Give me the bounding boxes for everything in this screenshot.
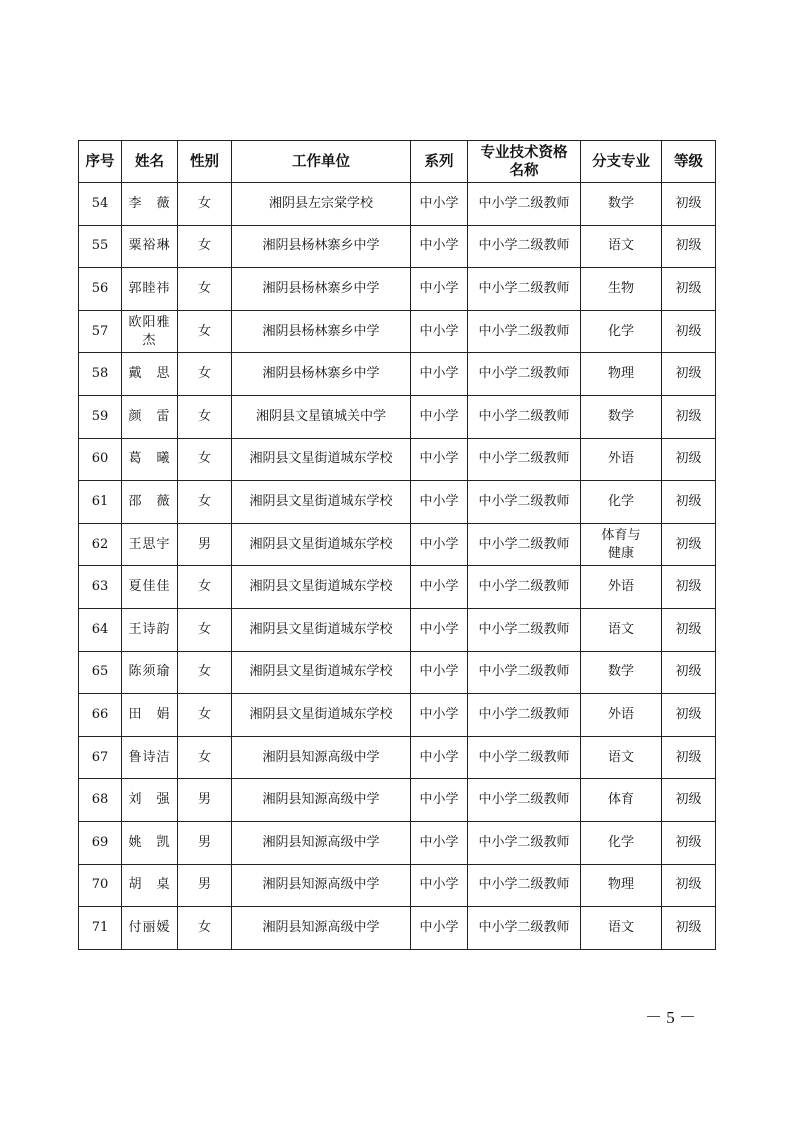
teacher-qualification-table — [78, 140, 716, 950]
cell-name: 付丽媛 — [122, 907, 178, 950]
table-row — [79, 268, 716, 311]
cell-index: 62 — [79, 523, 122, 566]
cell-gender: 男 — [178, 821, 232, 864]
cell-name: 李 薇 — [122, 183, 178, 226]
cell-gender: 女 — [178, 395, 232, 438]
cell-branch: 外语 — [581, 438, 662, 481]
cell-name: 鲁诗洁 — [122, 736, 178, 779]
header-series: 系列 — [411, 141, 468, 183]
cell-branch: 语文 — [581, 736, 662, 779]
cell-gender: 女 — [178, 907, 232, 950]
cell-gender: 女 — [178, 310, 232, 353]
header-level: 等级 — [662, 141, 716, 183]
table-row — [79, 310, 716, 353]
cell-name: 姚 凯 — [122, 821, 178, 864]
cell-gender: 男 — [178, 523, 232, 566]
cell-gender: 女 — [178, 694, 232, 737]
cell-index: 67 — [79, 736, 122, 779]
cell-branch: 体育与健康 — [581, 523, 662, 566]
cell-branch: 化学 — [581, 310, 662, 353]
cell-name: 邵 薇 — [122, 481, 178, 524]
cell-level: 初级 — [662, 353, 716, 396]
cell-index: 64 — [79, 608, 122, 651]
cell-qualification: 中小学二级教师 — [468, 225, 581, 268]
table-row — [79, 481, 716, 524]
header-branch: 分支专业 — [581, 141, 662, 183]
cell-qualification: 中小学二级教师 — [468, 608, 581, 651]
cell-series: 中小学 — [411, 225, 468, 268]
cell-work-unit: 湘阴县知源高级中学 — [232, 907, 411, 950]
cell-level: 初级 — [662, 608, 716, 651]
cell-index: 65 — [79, 651, 122, 694]
cell-name: 陈须瑜 — [122, 651, 178, 694]
header-gender: 性别 — [178, 141, 232, 183]
cell-branch: 数学 — [581, 651, 662, 694]
cell-level: 初级 — [662, 183, 716, 226]
header-qualification: 专业技术资格名称 — [468, 141, 581, 183]
cell-qualification: 中小学二级教师 — [468, 651, 581, 694]
cell-series: 中小学 — [411, 864, 468, 907]
cell-gender: 女 — [178, 268, 232, 311]
cell-work-unit: 湘阴县杨林寨乡中学 — [232, 353, 411, 396]
cell-work-unit: 湘阴县文星街道城东学校 — [232, 438, 411, 481]
cell-series: 中小学 — [411, 907, 468, 950]
table-row — [79, 608, 716, 651]
cell-qualification: 中小学二级教师 — [468, 907, 581, 950]
cell-qualification: 中小学二级教师 — [468, 395, 581, 438]
cell-level: 初级 — [662, 779, 716, 822]
table-row — [79, 651, 716, 694]
table-body — [79, 183, 716, 950]
cell-work-unit: 湘阴县知源高级中学 — [232, 864, 411, 907]
cell-series: 中小学 — [411, 268, 468, 311]
cell-index: 63 — [79, 566, 122, 609]
cell-index: 54 — [79, 183, 122, 226]
table-row — [79, 225, 716, 268]
cell-branch: 数学 — [581, 183, 662, 226]
table-row — [79, 438, 716, 481]
table-row — [79, 864, 716, 907]
cell-name: 田 娟 — [122, 694, 178, 737]
cell-series: 中小学 — [411, 183, 468, 226]
cell-branch: 语文 — [581, 608, 662, 651]
cell-level: 初级 — [662, 907, 716, 950]
cell-gender: 女 — [178, 651, 232, 694]
cell-level: 初级 — [662, 268, 716, 311]
cell-index: 57 — [79, 310, 122, 353]
cell-series: 中小学 — [411, 353, 468, 396]
cell-branch: 语文 — [581, 907, 662, 950]
table-row — [79, 523, 716, 566]
cell-level: 初级 — [662, 438, 716, 481]
header-work-unit: 工作单位 — [232, 141, 411, 183]
cell-work-unit: 湘阴县知源高级中学 — [232, 736, 411, 779]
cell-branch: 物理 — [581, 353, 662, 396]
cell-series: 中小学 — [411, 694, 468, 737]
cell-level: 初级 — [662, 821, 716, 864]
table-row — [79, 821, 716, 864]
cell-index: 60 — [79, 438, 122, 481]
cell-name: 粟裕琳 — [122, 225, 178, 268]
cell-gender: 女 — [178, 183, 232, 226]
cell-gender: 女 — [178, 438, 232, 481]
cell-gender: 女 — [178, 225, 232, 268]
cell-work-unit: 湘阴县文星镇城关中学 — [232, 395, 411, 438]
cell-branch: 外语 — [581, 566, 662, 609]
cell-level: 初级 — [662, 651, 716, 694]
cell-series: 中小学 — [411, 310, 468, 353]
cell-work-unit: 湘阴县文星街道城东学校 — [232, 481, 411, 524]
cell-work-unit: 湘阴县文星街道城东学校 — [232, 566, 411, 609]
cell-series: 中小学 — [411, 651, 468, 694]
cell-name: 戴 思 — [122, 353, 178, 396]
cell-series: 中小学 — [411, 395, 468, 438]
table-row — [79, 566, 716, 609]
cell-level: 初级 — [662, 736, 716, 779]
cell-level: 初级 — [662, 481, 716, 524]
cell-name: 颜 雷 — [122, 395, 178, 438]
cell-gender: 女 — [178, 566, 232, 609]
cell-branch: 物理 — [581, 864, 662, 907]
cell-branch: 数学 — [581, 395, 662, 438]
cell-series: 中小学 — [411, 779, 468, 822]
cell-series: 中小学 — [411, 821, 468, 864]
cell-name: 夏佳佳 — [122, 566, 178, 609]
cell-gender: 男 — [178, 779, 232, 822]
cell-qualification: 中小学二级教师 — [468, 566, 581, 609]
cell-work-unit: 湘阴县文星街道城东学校 — [232, 523, 411, 566]
cell-level: 初级 — [662, 395, 716, 438]
cell-work-unit: 湘阴县左宗棠学校 — [232, 183, 411, 226]
table-row — [79, 779, 716, 822]
cell-qualification: 中小学二级教师 — [468, 736, 581, 779]
cell-name: 欧阳雅杰 — [122, 310, 178, 353]
cell-index: 58 — [79, 353, 122, 396]
table-row — [79, 907, 716, 950]
cell-series: 中小学 — [411, 736, 468, 779]
cell-qualification: 中小学二级教师 — [468, 310, 581, 353]
cell-work-unit: 湘阴县文星街道城东学校 — [232, 608, 411, 651]
table-row — [79, 694, 716, 737]
cell-qualification: 中小学二级教师 — [468, 183, 581, 226]
cell-work-unit: 湘阴县杨林寨乡中学 — [232, 310, 411, 353]
cell-level: 初级 — [662, 864, 716, 907]
cell-series: 中小学 — [411, 566, 468, 609]
cell-gender: 女 — [178, 608, 232, 651]
table-row — [79, 183, 716, 226]
cell-branch: 生物 — [581, 268, 662, 311]
cell-name: 王思宇 — [122, 523, 178, 566]
cell-qualification: 中小学二级教师 — [468, 481, 581, 524]
cell-index: 61 — [79, 481, 122, 524]
cell-name: 王诗韵 — [122, 608, 178, 651]
cell-qualification: 中小学二级教师 — [468, 779, 581, 822]
cell-gender: 男 — [178, 864, 232, 907]
cell-gender: 女 — [178, 481, 232, 524]
cell-work-unit: 湘阴县知源高级中学 — [232, 821, 411, 864]
cell-index: 69 — [79, 821, 122, 864]
cell-level: 初级 — [662, 694, 716, 737]
cell-work-unit: 湘阴县杨林寨乡中学 — [232, 268, 411, 311]
cell-qualification: 中小学二级教师 — [468, 268, 581, 311]
cell-branch: 语文 — [581, 225, 662, 268]
cell-series: 中小学 — [411, 481, 468, 524]
cell-series: 中小学 — [411, 438, 468, 481]
cell-index: 70 — [79, 864, 122, 907]
cell-index: 66 — [79, 694, 122, 737]
cell-branch: 外语 — [581, 694, 662, 737]
cell-qualification: 中小学二级教师 — [468, 864, 581, 907]
cell-name: 胡 桌 — [122, 864, 178, 907]
header-name: 姓名 — [122, 141, 178, 183]
cell-work-unit: 湘阴县杨林寨乡中学 — [232, 225, 411, 268]
cell-branch: 化学 — [581, 821, 662, 864]
cell-index: 68 — [79, 779, 122, 822]
cell-name: 葛 曦 — [122, 438, 178, 481]
cell-name: 郭睦祎 — [122, 268, 178, 311]
cell-gender: 女 — [178, 353, 232, 396]
cell-index: 55 — [79, 225, 122, 268]
table-row — [79, 736, 716, 779]
page-number: － 5 － — [645, 1008, 696, 1027]
table-row — [79, 353, 716, 396]
cell-branch: 化学 — [581, 481, 662, 524]
cell-level: 初级 — [662, 566, 716, 609]
cell-qualification: 中小学二级教师 — [468, 694, 581, 737]
cell-work-unit: 湘阴县知源高级中学 — [232, 779, 411, 822]
cell-series: 中小学 — [411, 523, 468, 566]
cell-qualification: 中小学二级教师 — [468, 821, 581, 864]
cell-level: 初级 — [662, 310, 716, 353]
cell-work-unit: 湘阴县文星街道城东学校 — [232, 694, 411, 737]
cell-level: 初级 — [662, 225, 716, 268]
header-index: 序号 — [79, 141, 122, 183]
cell-level: 初级 — [662, 523, 716, 566]
cell-index: 71 — [79, 907, 122, 950]
cell-work-unit: 湘阴县文星街道城东学校 — [232, 651, 411, 694]
cell-gender: 女 — [178, 736, 232, 779]
cell-index: 59 — [79, 395, 122, 438]
cell-index: 56 — [79, 268, 122, 311]
cell-name: 刘 强 — [122, 779, 178, 822]
table-row — [79, 395, 716, 438]
cell-qualification: 中小学二级教师 — [468, 353, 581, 396]
cell-branch: 体育 — [581, 779, 662, 822]
cell-qualification: 中小学二级教师 — [468, 523, 581, 566]
cell-series: 中小学 — [411, 608, 468, 651]
table-header-row — [79, 141, 716, 183]
cell-qualification: 中小学二级教师 — [468, 438, 581, 481]
